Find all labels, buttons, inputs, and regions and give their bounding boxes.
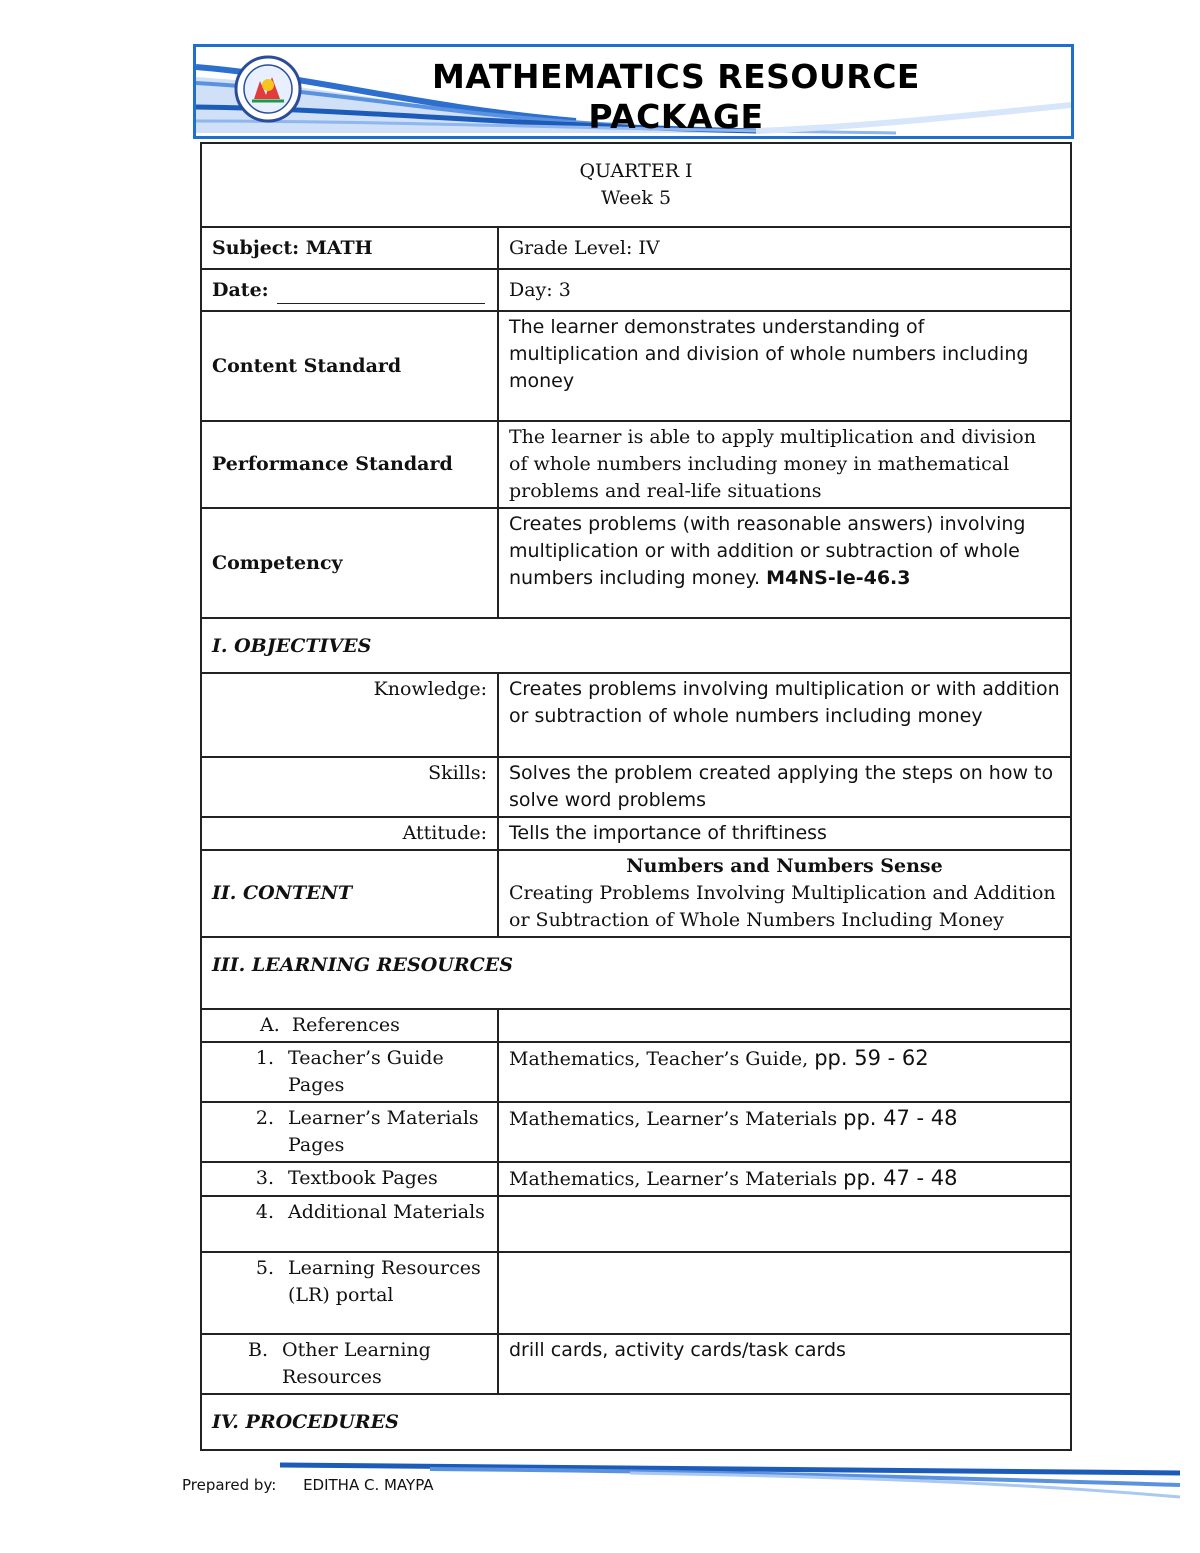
subject-label: Subject: MATH	[201, 227, 498, 269]
references-label: References	[291, 1014, 400, 1036]
reference-value: Mathematics, Learner’s Materials	[509, 1168, 838, 1190]
page-title: MATHEMATICS RESOURCE PACKAGE	[432, 57, 920, 136]
reference-label: Additional Materials	[288, 1201, 485, 1223]
performance-standard-label: Performance Standard	[201, 421, 498, 508]
other-resources-value: drill cards, activity cards/task cards	[498, 1334, 1071, 1394]
competency-cell	[498, 508, 1071, 618]
knowledge-text: Creates problems involving multiplication or with addition or subtraction of whole numbers including money	[498, 673, 1071, 757]
date-row	[201, 269, 1071, 311]
reference-row-4	[201, 1196, 1071, 1252]
header-banner	[193, 44, 1074, 139]
attitude-row	[201, 817, 1071, 850]
references-row	[201, 1009, 1071, 1042]
performance-standard-text: The learner is able to apply multiplication and division of whole numbers including money in mathematical problems and real-life situations	[498, 421, 1071, 508]
reference-label: Learner’s Materials Pages	[288, 1107, 479, 1156]
other-resources-marker: B.	[247, 1339, 268, 1361]
reference-label: Textbook Pages	[288, 1167, 438, 1189]
reference-row-3	[201, 1162, 1071, 1196]
reference-label-cell	[201, 1102, 498, 1162]
reference-value-cell	[498, 1042, 1071, 1102]
reference-label-cell	[201, 1042, 498, 1102]
learning-resources-row	[201, 937, 1071, 1009]
skills-row	[201, 757, 1071, 817]
grade-level: Grade Level: IV	[498, 227, 1071, 269]
prepared-by-label: Prepared by:	[182, 1476, 277, 1494]
deped-seal-icon	[234, 55, 302, 123]
skills-label: Skills:	[201, 757, 498, 817]
date-label: Date:	[212, 278, 269, 301]
reference-label-cell	[201, 1252, 498, 1334]
reference-num: 5.	[255, 1257, 274, 1279]
content-standard-row	[201, 311, 1071, 421]
preparer-name: EDITHA C. MAYPA	[303, 1476, 434, 1494]
reference-value: Mathematics, Learner’s Materials	[509, 1108, 838, 1130]
reference-row-1	[201, 1042, 1071, 1102]
content-standard-text: The learner demonstrates understanding of multiplication and division of whole numbers including money	[498, 311, 1071, 421]
reference-value: Mathematics, Teacher’s Guide,	[509, 1048, 809, 1070]
references-cell	[201, 1009, 498, 1042]
reference-value-cell	[498, 1102, 1071, 1162]
content-standard-label: Content Standard	[201, 311, 498, 421]
week-label: Week 5	[600, 187, 672, 209]
procedures-heading: IV. PROCEDURES	[201, 1394, 1071, 1450]
reference-num: 2.	[255, 1107, 274, 1129]
skills-text: Solves the problem created applying the steps on how to solve word problems	[498, 757, 1071, 817]
date-cell	[201, 269, 498, 311]
attitude-text: Tells the importance of thriftiness	[498, 817, 1071, 850]
procedures-row	[201, 1394, 1071, 1450]
quarter-row	[201, 143, 1071, 227]
day-label: Day: 3	[498, 269, 1071, 311]
reference-num: 4.	[255, 1201, 274, 1223]
learning-resources-heading: III. LEARNING RESOURCES	[201, 937, 1071, 1009]
reference-pages: pp. 47 - 48	[843, 1166, 958, 1190]
reference-value-cell	[498, 1196, 1071, 1252]
reference-label-cell	[201, 1162, 498, 1196]
competency-code: M4NS-Ie-46.3	[766, 567, 911, 589]
reference-num: 1.	[255, 1047, 274, 1069]
content-row	[201, 850, 1071, 937]
content-cell	[498, 850, 1071, 937]
date-blank-line[interactable]	[277, 283, 485, 304]
attitude-label: Attitude:	[201, 817, 498, 850]
reference-label-cell	[201, 1196, 498, 1252]
references-value	[498, 1009, 1071, 1042]
content-title: Numbers and Numbers Sense	[626, 855, 943, 877]
lesson-plan-table	[200, 142, 1072, 1451]
reference-row-5	[201, 1252, 1071, 1334]
other-resources-label: Other Learning Resources	[282, 1339, 431, 1388]
other-resources-row	[201, 1334, 1071, 1394]
content-heading: II. CONTENT	[201, 850, 498, 937]
competency-text: Creates problems (with reasonable answers) involving multiplication or with addition or subtraction of whole numbers including money.	[509, 513, 1026, 589]
quarter-cell	[201, 143, 1071, 227]
reference-label: Learning Resources (LR) portal	[288, 1257, 481, 1306]
competency-row	[201, 508, 1071, 618]
other-resources-cell	[201, 1334, 498, 1394]
objectives-heading: I. OBJECTIVES	[201, 618, 1071, 673]
performance-standard-row	[201, 421, 1071, 508]
reference-pages: pp. 59 - 62	[814, 1046, 929, 1070]
reference-pages: pp. 47 - 48	[843, 1106, 958, 1130]
knowledge-row	[201, 673, 1071, 757]
footer	[182, 1476, 434, 1494]
reference-value-cell	[498, 1162, 1071, 1196]
references-marker: A.	[260, 1014, 280, 1036]
objectives-row	[201, 618, 1071, 673]
competency-label: Competency	[201, 508, 498, 618]
reference-value-cell	[498, 1252, 1071, 1334]
reference-label: Teacher’s Guide Pages	[288, 1047, 444, 1096]
quarter-label: QUARTER I	[579, 160, 693, 182]
subject-row	[201, 227, 1071, 269]
reference-row-2	[201, 1102, 1071, 1162]
knowledge-label: Knowledge:	[201, 673, 498, 757]
reference-num: 3.	[255, 1167, 274, 1189]
content-text: Creating Problems Involving Multiplication and Addition or Subtraction of Whole Numbers Including Money	[509, 882, 1056, 931]
